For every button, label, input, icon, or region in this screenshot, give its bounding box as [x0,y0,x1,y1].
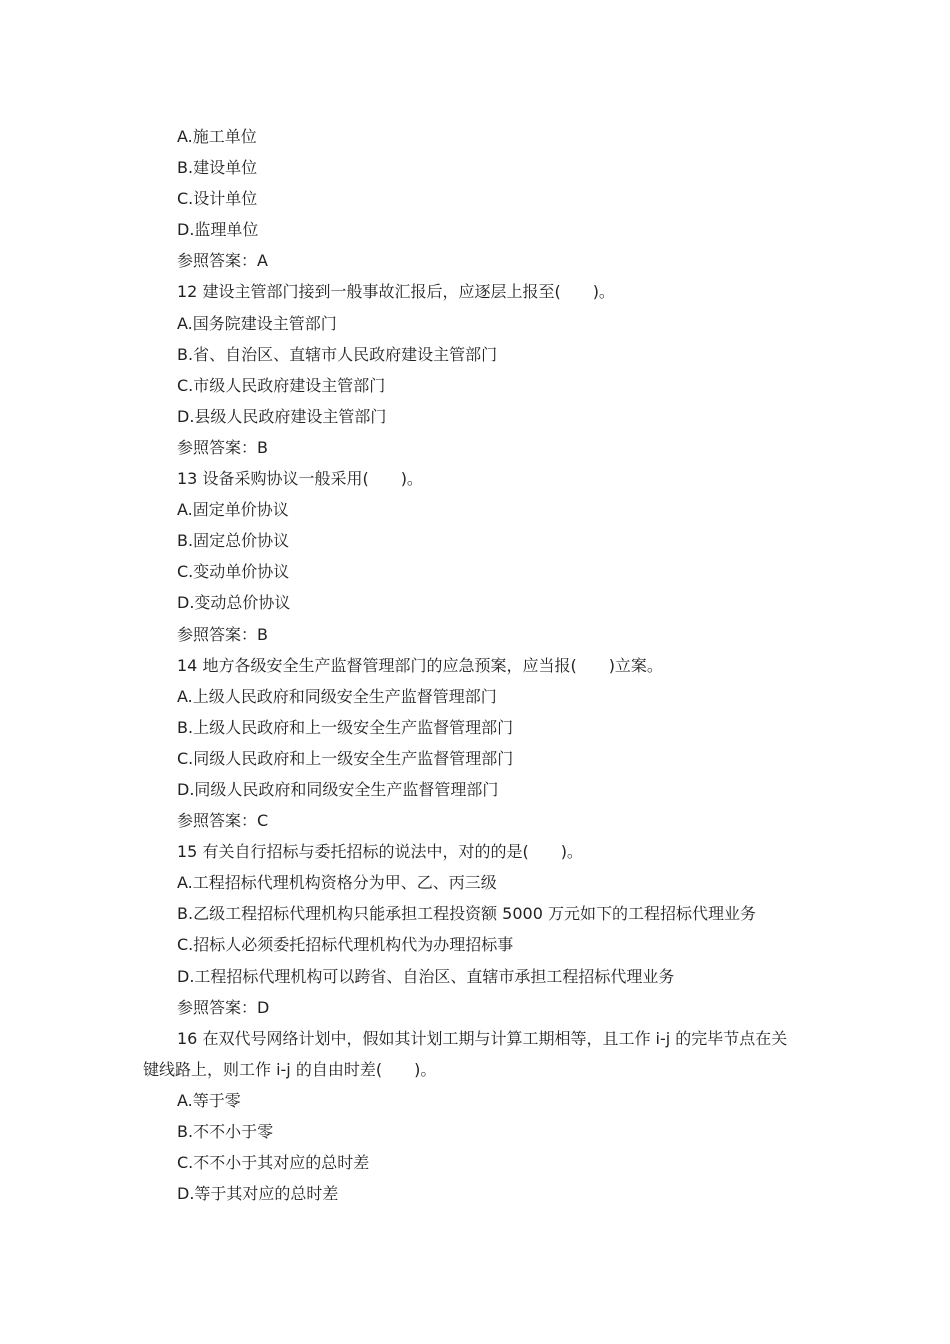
option-line: D.工程招标代理机构可以跨省、自治区、直辖市承担工程招标代理业务 [177,966,675,986]
option-line: D.县级人民政府建设主管部门 [177,406,387,426]
answer-line: 参照答案：B [177,624,268,644]
option-line: A.国务院建设主管部门 [177,313,337,333]
option-line: B.乙级工程招标代理机构只能承担工程投资额 5000 万元如下的工程招标代理业务 [177,904,756,924]
question-paragraph: 16 在双代号网络计划中，假如其计划工期与计算工期相等，且工作 i-j 的完毕节点在关键线路上，则工作 i-j 的自由时差( )。 [143,1028,788,1079]
option-line: A.等于零 [177,1090,241,1110]
option-line: C.同级人民政府和上一级安全生产监督管理部门 [177,748,514,768]
option-line: B.上级人民政府和上一级安全生产监督管理部门 [177,717,514,737]
question-line: 15 有关自行招标与委托招标的说法中，对的的是( )。 [177,842,583,862]
option-line: B.省、自治区、直辖市人民政府建设主管部门 [177,344,498,364]
document-body [143,121,813,1209]
option-line: A.施工单位 [177,127,257,146]
answer-line: 参照答案：D [177,997,270,1017]
question-line: 14 地方各级安全生产监督管理部门的应急预案，应当报( )立案。 [177,655,663,675]
answer-line: 参照答案：B [177,437,268,457]
option-line: D.等于其对应的总时差 [177,1184,339,1204]
option-line: C.不不小于其对应的总时差 [177,1153,370,1173]
option-line: D.同级人民政府和同级安全生产监督管理部门 [177,779,499,799]
answer-line: 参照答案：A [177,251,268,271]
option-line: D.变动总价协议 [177,593,291,613]
question-line: 13 设备采购协议一般采用( )。 [177,469,423,489]
option-line: D.监理单位 [177,220,259,240]
option-line: C.招标人必须委托招标代理机构代为办理招标事 [177,935,514,955]
option-line: B.建设单位 [177,158,258,178]
option-line: B.不不小于零 [177,1122,274,1141]
option-line: C.变动单价协议 [177,562,290,582]
question-line: 12 建设主管部门接到一般事故汇报后，应逐层上报至( )。 [177,282,615,302]
option-line: C.设计单位 [177,189,258,209]
option-line: A.固定单价协议 [177,500,289,520]
option-line: A.上级人民政府和同级安全生产监督管理部门 [177,686,497,706]
option-line: A.工程招标代理机构资格分为甲、乙、丙三级 [177,873,497,893]
option-line: C.市级人民政府建设主管部门 [177,375,386,395]
option-line: B.固定总价协议 [177,531,290,551]
answer-line: 参照答案：C [177,811,269,831]
